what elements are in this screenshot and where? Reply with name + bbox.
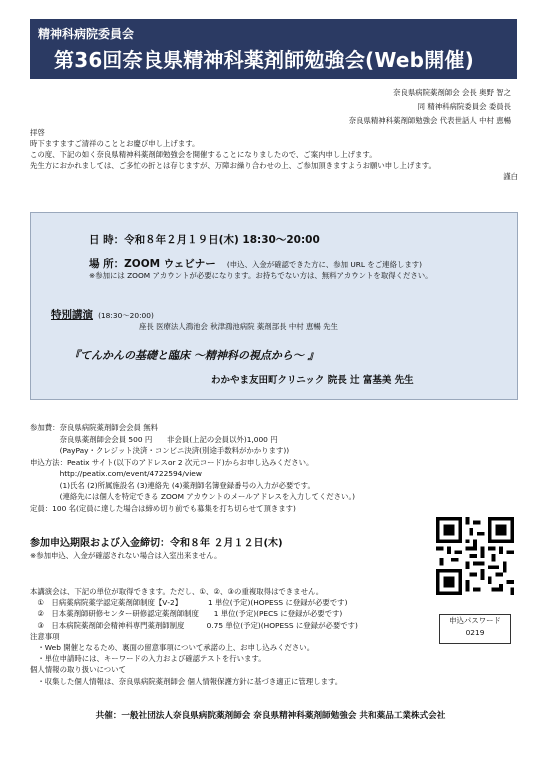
password-label: 申込パスワード bbox=[449, 616, 501, 625]
letter-line: この度、下記の如く奈良県精神科薬剤師勉強会を開催することになりましたので、ご案内申し上げます。 bbox=[30, 150, 377, 159]
event-venue-note: (申込、入金が確認できた方に、参加 URL をご連絡します) bbox=[226, 260, 423, 269]
units-line: ② 日本薬剤師研修センター研修認定薬剤師制度 1 単位(予定)(PECS に登録が必要です) bbox=[30, 609, 343, 619]
title-banner bbox=[30, 19, 517, 79]
detail-line: (連絡先には個人を特定できる ZOOM アカウントのメールアドレスを入力してください。) bbox=[30, 492, 356, 501]
organizer-line: 奈良県病院薬剤師会 会長 奥野 智之 bbox=[393, 88, 511, 97]
lecture-heading bbox=[51, 303, 154, 322]
event-venue-row bbox=[89, 252, 422, 271]
greeting-letter bbox=[30, 127, 518, 182]
units-line: ① 日病薬病院薬学認定薬剤師制度【Ⅴ-2】 1 単位(予定)(HOPESS に登録が必要です) bbox=[30, 598, 348, 608]
letter-line: 先生方におかれましては、ご多忙の折とは存じますが、万障お繰り合わせの上、ご参加頂きますようお願い申し上げます。 bbox=[30, 161, 436, 170]
notes-line: ・Web 開催となるため、裏面の留意事項について承諾の上、お申し込みください。 bbox=[30, 643, 315, 653]
registration-deadline: 参加申込期限および入金締切：令和８年 ２月１２日(木) bbox=[30, 538, 283, 549]
zoom-note: ※参加には ZOOM アカウントが必要になります。お持ちでない方は、無料アカウントを取得ください。 bbox=[89, 271, 433, 280]
notes-line: ・単位申請時には、キーワードの入力および確認テストを行います。 bbox=[30, 654, 266, 664]
letter-opening: 拝啓 bbox=[30, 128, 45, 137]
event-date: 日 時：令和８年２月１９日(木) 18:30～20:00 bbox=[89, 234, 320, 246]
deadline-note: ※参加申込、入金が確認されない場合は入室出来ません。 bbox=[30, 551, 222, 560]
page-title: 第36回奈良県精神科薬剤師勉強会(Web開催) bbox=[54, 48, 474, 72]
detail-line: 申込方法：Peatix サイト(以下のアドレスor 2 次元コード)からお申し込みください。 bbox=[30, 457, 314, 467]
notes-heading: 注意事項 bbox=[30, 631, 60, 641]
committee-name: 精神科病院委員会 bbox=[38, 27, 135, 41]
privacy-line: ・収集した個人情報は、奈良県病院薬剤師会 個人情報保護方針に基づき適正に管理します。 bbox=[30, 676, 343, 686]
letter-line: 時下ますますご清祥のこととお慶び申し上げます。 bbox=[30, 139, 200, 148]
credits-and-notes bbox=[30, 586, 450, 687]
organizer-line: 同 精神科病院委員会 委員長 bbox=[417, 102, 511, 111]
units-line: 本講演会は、下記の単位が取得できます。ただし、①、②、③の重複取得はできません。 bbox=[30, 587, 324, 596]
units-line: ③ 日本病院薬剤師会精神科専門薬剤師制度 0.75 単位(予定)(HOPESS に登録が必要です) bbox=[30, 620, 358, 630]
detail-line: (1)氏名 (2)所属施設名 (3)連絡先 (4)薬剤師名簿登録番号の入力が必要です。 bbox=[30, 480, 315, 490]
detail-line: 参加費：奈良県病院薬剤師会会員 無料 bbox=[30, 423, 158, 432]
lecture-speaker: わかやま友田町クリニック 院長 辻 富基美 先生 bbox=[211, 375, 414, 386]
lecture-label: 特別講演 bbox=[51, 309, 93, 321]
privacy-heading: 個人情報の取り扱いについて bbox=[30, 665, 126, 675]
qr-code-icon[interactable] bbox=[436, 517, 514, 595]
event-info-box bbox=[30, 212, 518, 400]
registration-details bbox=[30, 422, 430, 514]
organizer-list bbox=[349, 86, 511, 128]
organizer-line: 奈良県精神科薬剤師勉強会 代表世話人 中村 恵暢 bbox=[348, 116, 511, 125]
peatix-link[interactable]: http://peatix.com/event/4722594/view bbox=[30, 469, 202, 478]
letter-closing: 謹白 bbox=[503, 172, 518, 181]
detail-line: 奈良県薬剤師会会員 500 円 非会員(上記の会員以外)1,000 円 bbox=[30, 434, 278, 444]
co-host-line: 共催：一般社団法人奈良県病院薬剤師会 奈良県精神科薬剤師勉強会 共和薬品工業株式会社 bbox=[95, 711, 446, 721]
lecture-time: (18:30～20:00) bbox=[98, 311, 154, 320]
event-venue: 場 所：ZOOM ウェビナー bbox=[89, 258, 216, 270]
lecture-chair: 座長 医療法人鴻池会 秋津鴻池病院 薬剤部長 中村 恵暢 先生 bbox=[139, 322, 338, 331]
lecture-title: 『てんかんの基礎と臨床 ～精神科の視点から～ 』 bbox=[69, 349, 319, 362]
password-value: 0219 bbox=[465, 628, 485, 637]
detail-line: (PayPay・クレジット決済・コンビニ決済(別途手数料がかかります)) bbox=[30, 446, 290, 455]
detail-line: 定員：100 名(定員に達した場合は締め切り前でも募集を打ち切らせて頂きます) bbox=[30, 503, 296, 513]
